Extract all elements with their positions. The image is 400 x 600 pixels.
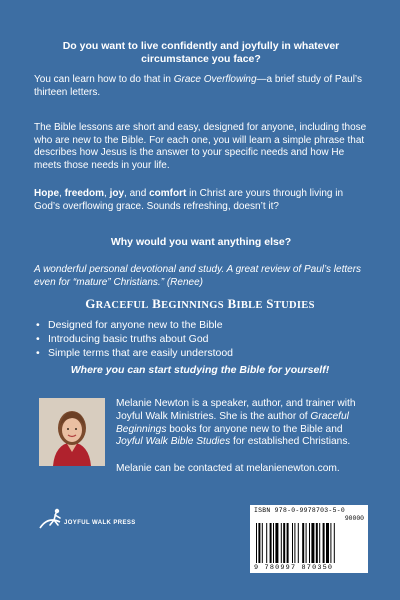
lessons-paragraph: The Bible lessons are short and easy, designed for anyone, including those who are new to the Bible. For each one, you will learn a simple phrase that describes how Jesus is the answer to your specific needs and how He meets those needs in your life. xyxy=(34,122,367,171)
publisher-logo xyxy=(38,508,168,532)
hope-paragraph: Hope, freedom, joy, and comfort in Christ are yours through living in God’s overflowing grace. Sounds refreshing, doesn’t it? xyxy=(34,188,344,212)
series-title: GRACEFUL BEGINNINGS BIBLE STUDIES xyxy=(85,296,315,311)
word-freedom: freedom xyxy=(64,188,105,199)
word-joy: joy xyxy=(109,188,125,199)
intro-paragraph xyxy=(34,74,368,99)
isbn-barcode xyxy=(250,505,368,573)
intro-question: Do you want to live confidently and joyfully in whatever circumstance you face? xyxy=(62,40,340,65)
testimonial-text: A wonderful personal devotional and study. A great review of Paul’s letters even for “mature” Christians.” xyxy=(34,264,362,288)
series-features-list xyxy=(36,318,336,360)
book-series-joyful: Joyful Walk Bible Studies xyxy=(116,436,231,448)
walking-figure-icon xyxy=(38,508,66,530)
list-item: • Simple terms that are easily understood xyxy=(36,346,336,360)
author-photo xyxy=(39,398,105,466)
price-code: 90000 xyxy=(344,515,364,522)
ean-number: 9 780997 870350 xyxy=(254,564,334,572)
book-series-graceful: Graceful Beginnings xyxy=(116,410,349,435)
list-item: • Designed for anyone new to the Bible xyxy=(36,318,336,332)
list-item: • Introducing basic truths about God xyxy=(36,332,336,346)
book-title: Grace Overflowing xyxy=(173,74,257,85)
author-contact: Melanie can be contacted at melanienewton.com. xyxy=(116,463,340,474)
isbn-number: ISBN 978-0-9978703-5-0 xyxy=(254,507,345,514)
barcode-bars xyxy=(256,523,364,563)
testimonial xyxy=(34,264,368,289)
testimonial-author: (Renee) xyxy=(166,276,203,288)
word-comfort: comfort xyxy=(149,188,187,199)
hope-paragraph-rest: in Christ are yours through living in God’s overflowing grace. Sounds refreshing, doesn’t it? xyxy=(34,188,344,212)
word-hope: Hope xyxy=(34,188,59,199)
series-tagline: Where you can start studying the Bible for yourself! xyxy=(70,364,330,376)
author-bio: Melanie Newton is a speaker, author, and trainer with Joyful Walk Ministries. She is the author of Graceful Beginnings books for anyone new to the Bible and Joyful Walk Bible Studies for established Christians. xyxy=(116,398,356,448)
intro-text-start: You can learn how to do that in xyxy=(34,74,174,85)
intro-text-end: —a brief study of Paul’s thirteen letters. xyxy=(34,74,362,98)
question-two: Why would you want anything else? xyxy=(110,236,292,248)
publisher-name: JOYFUL WALK PRESS xyxy=(64,520,136,526)
